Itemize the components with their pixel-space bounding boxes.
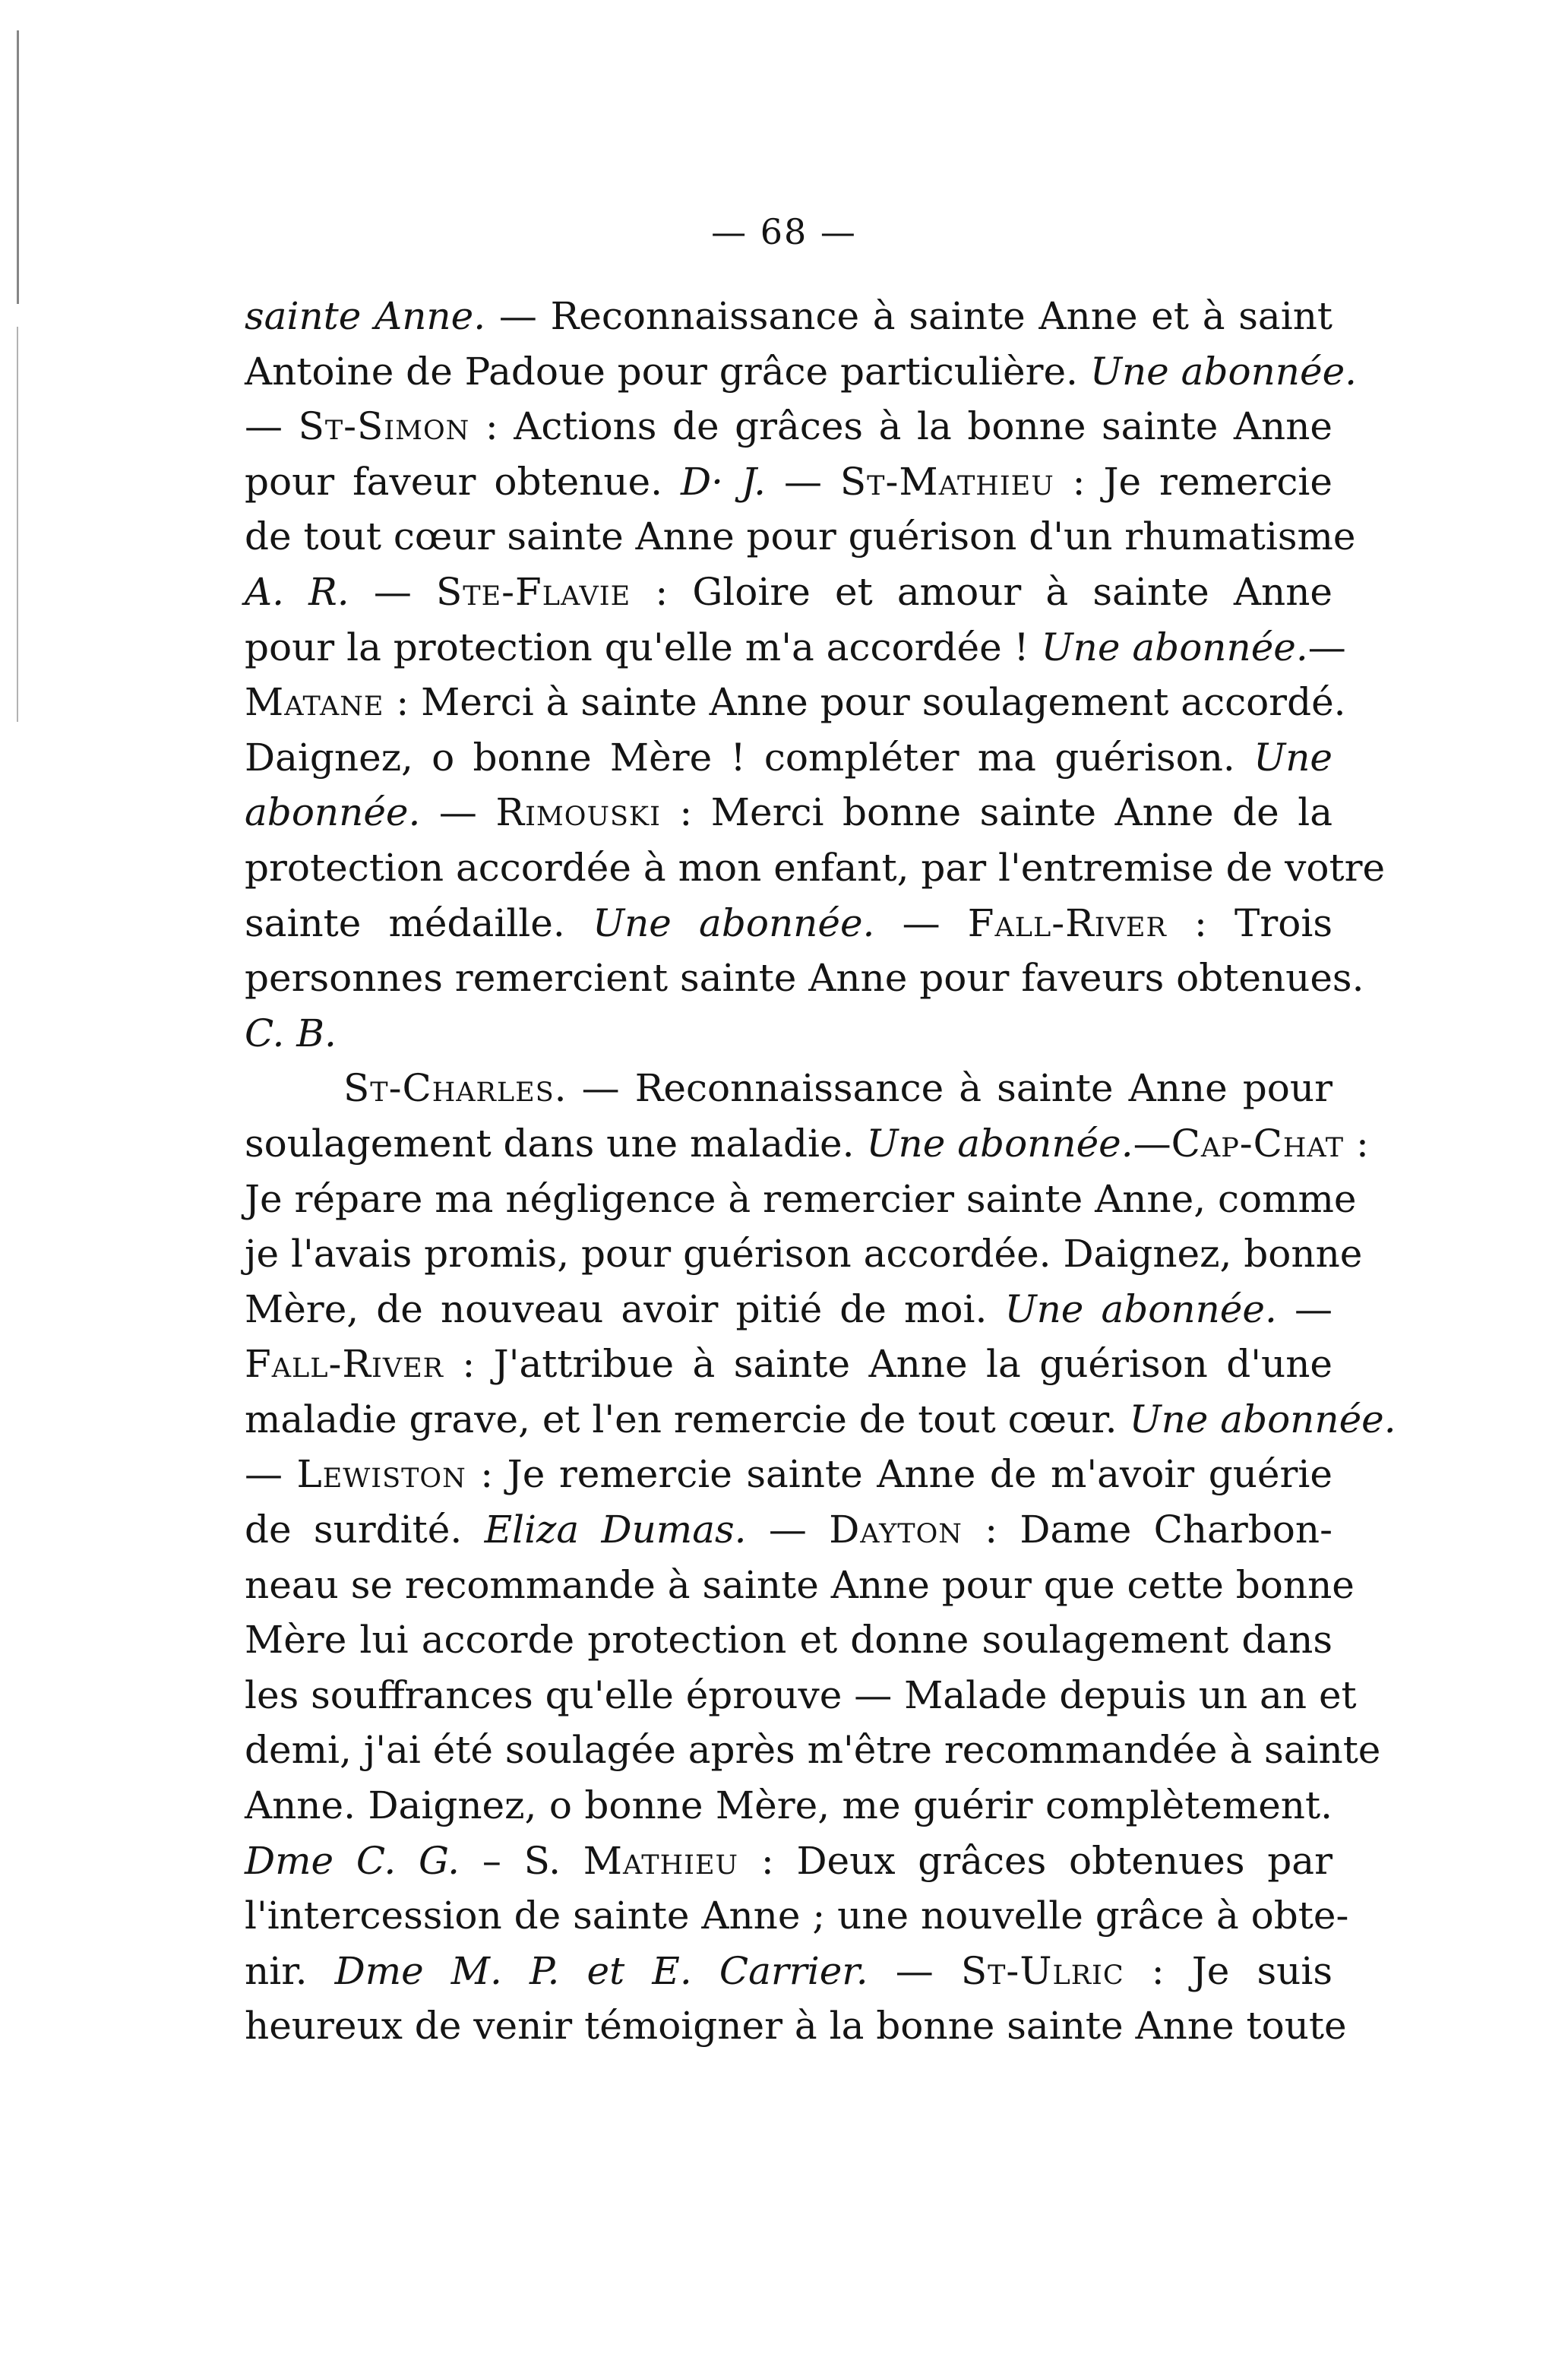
text-run: — xyxy=(420,790,496,835)
place-name-text: Mathieu xyxy=(583,1838,739,1883)
place-name-text: Fall-River xyxy=(245,1342,444,1387)
text-run: : J'attribue à sainte Anne la guérison d'une xyxy=(444,1342,1332,1387)
text-line xyxy=(245,1447,1332,1502)
text-line xyxy=(245,1944,1332,1999)
text-run: : Je remercie sainte Anne de m'avoir guérie xyxy=(466,1452,1333,1497)
text-run: : Merci à sainte Anne pour soulagement accordé. xyxy=(384,680,1346,725)
text-run: — xyxy=(349,569,437,614)
text-line xyxy=(245,509,1356,565)
text-line xyxy=(245,1502,1332,1558)
text-run: Antoine de Padoue pour grâce particulière. xyxy=(245,349,1090,394)
signature-text: Une abonnée. xyxy=(1041,625,1308,669)
signature-text: Une xyxy=(1253,735,1332,780)
text-line xyxy=(245,1668,1357,1723)
text-run: de surdité. xyxy=(245,1508,485,1552)
text-run: demi, j'ai été soulagée après m'être recommandée à sainte xyxy=(245,1728,1381,1773)
text-run: — xyxy=(868,1948,961,1993)
text-run: l'intercession de sainte Anne ; une nouvelle grâce à obte- xyxy=(245,1894,1349,1938)
place-name-text: St-Simon xyxy=(298,404,470,449)
text-run: : Je remercie xyxy=(1054,459,1333,504)
text-line xyxy=(245,785,1332,840)
text-run: — Reconnaissance à sainte Anne et à saint xyxy=(485,294,1333,338)
place-name-text: St-Mathieu xyxy=(839,459,1054,504)
text-run: les souffrances qu'elle éprouve — Malade depuis un an et xyxy=(245,1672,1357,1717)
place-name-text: Fall-River xyxy=(967,900,1167,945)
text-run: je l'avais promis, pour guérison accordée. Daignez, bonne xyxy=(245,1232,1363,1277)
place-name-text: St-Charles xyxy=(343,1066,555,1111)
text-line xyxy=(245,1061,1332,1116)
text-line xyxy=(245,730,1332,786)
text-run: : Dame Charbon- xyxy=(962,1508,1332,1552)
text-line xyxy=(245,1558,1355,1613)
signature-text: Une abonnée. xyxy=(866,1121,1133,1166)
text-run: : Trois xyxy=(1166,900,1332,945)
signature-text: Une abonnée. xyxy=(1129,1397,1396,1441)
signature-text: Une abonnée. xyxy=(592,900,875,945)
text-line xyxy=(245,1282,1332,1337)
text-run: — xyxy=(746,1508,830,1552)
scan-mark-left-edge xyxy=(17,30,19,304)
text-run: Mère, de nouveau avoir pitié de moi. xyxy=(245,1286,1005,1331)
page-number: — 68 — xyxy=(711,211,857,252)
page-body-text xyxy=(245,289,1396,2054)
text-line xyxy=(245,1006,1332,1062)
text-line xyxy=(245,1116,1369,1172)
text-line xyxy=(245,1778,1332,1834)
text-run: Je répare ma négligence à remercier sainte Anne, comme xyxy=(245,1176,1357,1221)
signature-text: sainte Anne. xyxy=(245,294,486,338)
text-run: Mère lui accorde protection et donne soulagement dans xyxy=(245,1618,1332,1663)
signature-text: A. R. xyxy=(245,569,349,614)
text-run: pour faveur obtenue. xyxy=(245,459,681,504)
text-run: : Merci bonne sainte Anne de la xyxy=(660,790,1332,835)
text-line xyxy=(245,565,1332,620)
signature-text: Dme M. P. et E. Carrier. xyxy=(334,1948,868,1993)
text-line xyxy=(245,1612,1332,1668)
text-run: pour la protection qu'elle m'a accordée ! xyxy=(245,625,1042,669)
text-line xyxy=(245,1337,1332,1392)
signature-text: Une abonnée. xyxy=(1004,1286,1277,1331)
text-run: soulagement dans une maladie. xyxy=(245,1121,867,1166)
text-run: protection accordée à mon enfant, par l'entremise de votre xyxy=(245,845,1386,890)
signature-text: D· J. xyxy=(681,459,766,504)
text-line xyxy=(245,289,1332,344)
text-run: — xyxy=(1133,1121,1171,1166)
text-run: — xyxy=(1276,1286,1332,1331)
text-line xyxy=(245,675,1346,730)
text-line xyxy=(245,1226,1363,1282)
signature-text: Dme C. G. xyxy=(245,1838,460,1883)
text-run: — xyxy=(245,404,299,449)
text-line xyxy=(245,896,1332,951)
signature-text: Eliza Dumas. xyxy=(484,1508,747,1552)
text-run: nir. xyxy=(245,1948,335,1993)
text-run: – S. xyxy=(460,1838,583,1883)
text-run: — xyxy=(1307,625,1346,669)
text-line xyxy=(245,840,1386,896)
text-line xyxy=(245,1888,1349,1944)
text-run: — xyxy=(245,1452,297,1497)
text-line xyxy=(245,344,1358,400)
text-run: personnes remercient sainte Anne pour faveurs obtenues. xyxy=(245,956,1364,1001)
place-name-text: St-Ulric xyxy=(960,1948,1124,1993)
place-name-text: Matane xyxy=(245,680,384,725)
text-line xyxy=(245,1172,1357,1227)
text-run: neau se recommande à sainte Anne pour que cette bonne xyxy=(245,1562,1355,1607)
text-run: : Deux grâces obtenues par xyxy=(738,1838,1332,1883)
text-run: sainte médaille. xyxy=(245,900,593,945)
place-name-text: Ste-Flavie xyxy=(436,569,631,614)
text-line xyxy=(245,951,1364,1006)
text-run: heureux de venir témoigner à la bonne sainte Anne toute xyxy=(245,2004,1347,2049)
place-name-text: Cap-Chat xyxy=(1171,1121,1345,1166)
place-name-text: Lewiston xyxy=(296,1452,466,1497)
text-run: . — Reconnaissance à sainte Anne pour xyxy=(554,1066,1332,1111)
text-run: Anne. Daignez, o bonne Mère, me guérir complètement. xyxy=(245,1783,1332,1828)
text-run: — xyxy=(874,900,968,945)
text-line xyxy=(245,1392,1396,1448)
text-line xyxy=(245,1998,1347,2054)
text-run: de tout cœur sainte Anne pour guérison d'un rhumatisme xyxy=(245,514,1356,559)
text-run: Daignez, o bonne Mère ! compléter ma guérison. xyxy=(245,735,1254,780)
text-line xyxy=(245,399,1332,454)
text-run: maladie grave, et l'en remercie de tout cœur. xyxy=(245,1397,1130,1441)
place-name-text: Rimouski xyxy=(495,790,661,835)
scan-mark-left-edge-lower xyxy=(17,327,18,722)
text-run: : Gloire et amour à sainte Anne xyxy=(631,569,1332,614)
text-run: — xyxy=(766,459,840,504)
text-run: : Je suis xyxy=(1124,1948,1332,1993)
text-run: : xyxy=(1344,1121,1369,1166)
text-line xyxy=(245,620,1346,676)
text-line xyxy=(245,1723,1381,1778)
place-name-text: Dayton xyxy=(829,1508,963,1552)
signature-text: Une abonnée. xyxy=(1089,349,1358,394)
signature-text: C. B. xyxy=(245,1011,337,1055)
text-line xyxy=(245,454,1332,510)
text-line xyxy=(245,1834,1332,1889)
signature-text: abonnée. xyxy=(245,790,421,835)
text-run: : Actions de grâces à la bonne sainte Anne xyxy=(469,404,1332,449)
